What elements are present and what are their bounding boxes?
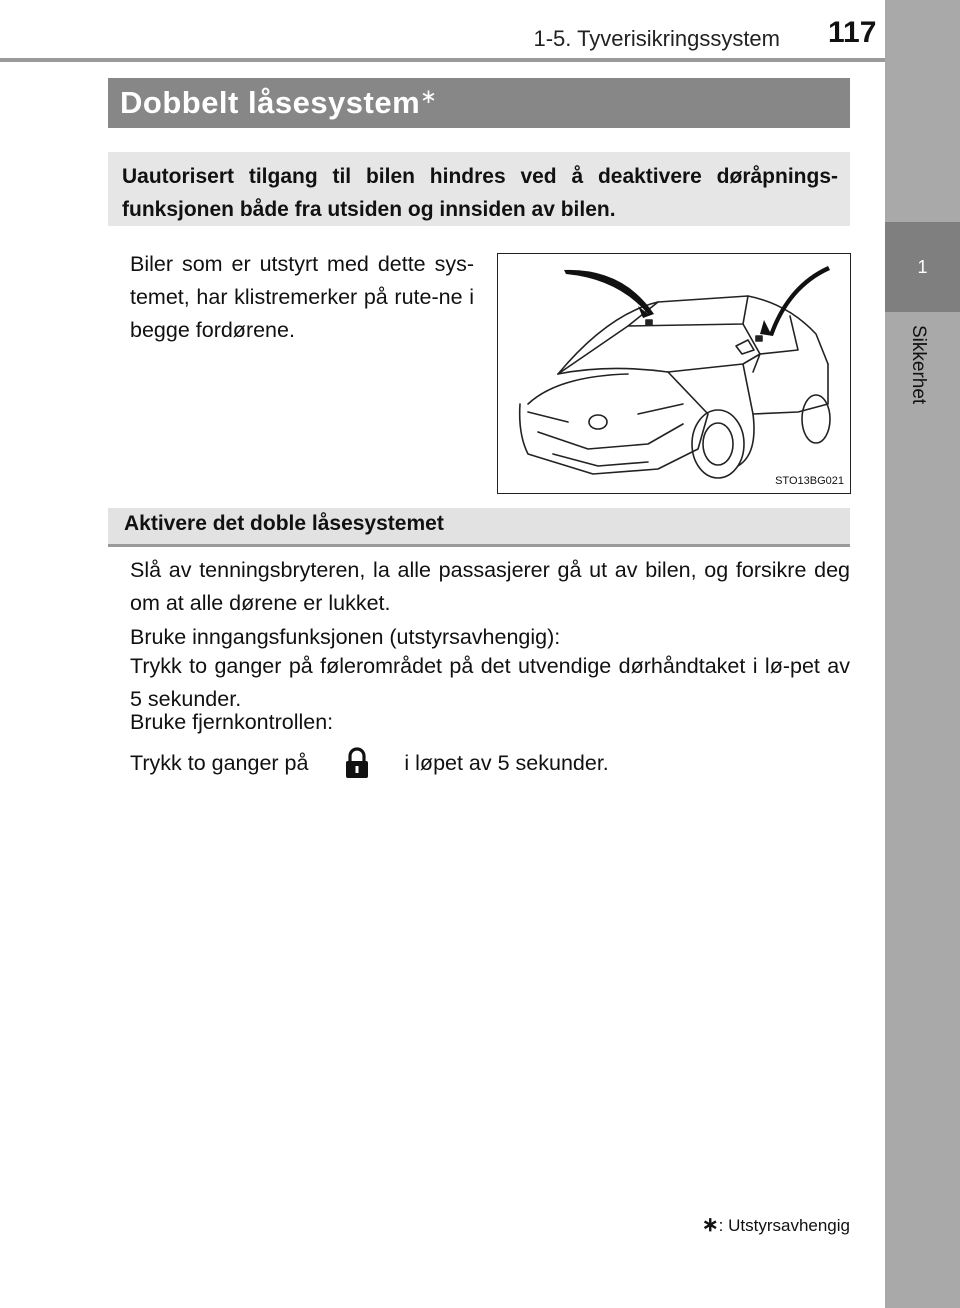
lock-icon <box>344 746 370 780</box>
page-title <box>120 84 437 121</box>
section-para-1: Slå av tenningsbryteren, la alle passasjerer gå ut av bilen, og forsikre deg om at alle dørene er lukket. <box>130 558 850 615</box>
chapter-title: 1-5. Tyverisikringssystem <box>533 26 780 51</box>
entry-function-label: Bruke inngangsfunksjonen (utstyrsavhengig): <box>130 625 561 649</box>
side-tab <box>885 0 960 1308</box>
section-heading <box>108 508 850 547</box>
section-heading-text: Aktivere det doble låsesystemet <box>124 512 444 535</box>
page-number: 117 <box>828 16 877 49</box>
entry-function-text: Trykk to ganger på følerområdet på det utvendige dørhåndtaket i lø-pet av 5 sekunder. <box>130 654 850 711</box>
press-after: i løpet av 5 sekunder. <box>404 751 609 775</box>
title-marker: ∗ <box>420 86 438 108</box>
side-tab-section: Sikkerhet <box>908 325 929 405</box>
press-line <box>130 746 850 780</box>
side-tab-number: 1 <box>885 222 960 312</box>
footnote-text: : Utstyrsavhengig <box>718 1216 850 1235</box>
intro-text: Uautorisert tilgang til bilen hindres ved å deaktivere døråpnings-funksjonen både fra utsiden og innsiden av bilen. <box>122 165 838 221</box>
figure-code: STO13BG021 <box>775 475 844 487</box>
car-figure <box>497 253 851 494</box>
title-bar <box>108 78 850 128</box>
intro-box <box>108 152 850 226</box>
header-rule <box>0 58 885 62</box>
press-before: Trykk to ganger på <box>130 751 309 775</box>
stickers-paragraph: Biler som er utstyrt med dette sys-temet, har klistremerker på rute-ne i begge fordørene. <box>130 252 474 342</box>
car-illustration <box>498 254 850 493</box>
page-title-text: Dobbelt låsesystem <box>120 85 421 120</box>
footnote <box>702 1212 850 1237</box>
remote-label: Bruke fjernkontrollen: <box>130 710 334 734</box>
footnote-marker: ∗ <box>701 1214 719 1236</box>
